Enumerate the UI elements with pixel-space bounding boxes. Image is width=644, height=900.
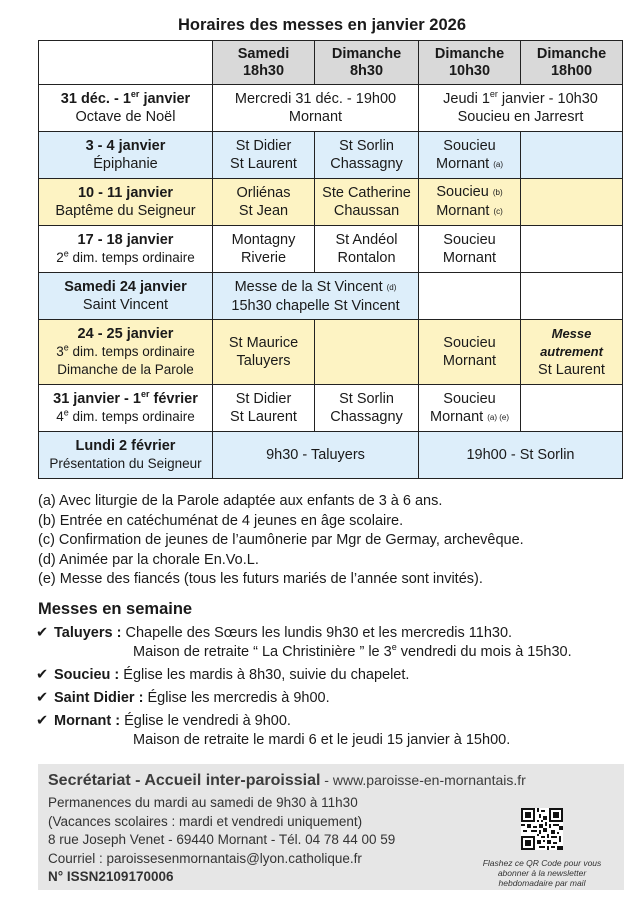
qr-caption: Flashez ce QR Code pour vous abonner à la newsletter hebdomadaire par mail: [482, 858, 602, 888]
row-date-cell: 17 - 18 janvier 2e dim. temps ordinaire: [39, 226, 213, 273]
checkmark-icon: ✔: [36, 713, 49, 729]
mass-cell: Ste Catherine Chaussan: [315, 179, 419, 226]
mass-cell: Soucieu Mornant (a) (e): [419, 385, 521, 432]
row-date-cell: 31 janvier - 1er février 4e dim. temps ordinaire: [39, 385, 213, 432]
list-item: ✔ Mornant : Église le vendredi à 9h00. Maison de retraite le mardi 6 et le jeudi 15 janvier à 15h00.: [36, 713, 511, 748]
row-date-cell: Samedi 24 janvier Saint Vincent: [39, 273, 213, 320]
mass-cell: St Didier St Laurent: [213, 132, 315, 179]
row-date-cell: Lundi 2 février Présentation du Seigneur: [39, 432, 213, 479]
list-item: ✔ Soucieu : Église les mardis à 8h30, suivie du chapelet.: [36, 667, 410, 683]
footnote: (c) Confirmation de jeunes de l’aumônerie par Mgr de Germay, archevêque.: [38, 532, 524, 548]
table-row: [39, 320, 623, 385]
mass-cell: Messe de la St Vincent (d) 15h30 chapelle St Vincent: [213, 273, 419, 320]
weekday-masses-list: [36, 624, 636, 750]
secretariat-title: Secrétariat - Accueil inter-paroissial - www.paroisse-en-mornantais.fr: [48, 772, 526, 789]
table-row: [39, 385, 623, 432]
mass-cell: Mercredi 31 déc. - 19h00 Mornant: [213, 85, 419, 132]
mass-cell: Montagny Riverie: [213, 226, 315, 273]
mass-cell: [419, 273, 521, 320]
mass-cell: [521, 132, 623, 179]
footnote: (e) Messe des fiancés (tous les futurs mariés de l’année sont invités).: [38, 571, 483, 587]
table-header-row: [39, 41, 623, 85]
mass-cell: St Didier St Laurent: [213, 385, 315, 432]
mass-cell: Soucieu Mornant (a): [419, 132, 521, 179]
list-item: ✔ Taluyers : Chapelle des Sœurs les lundis 9h30 et les mercredis 11h30. Maison de retraite “ La Christinière ” le 3e vendredi du mois à 15h30.: [36, 625, 572, 660]
mass-schedule-table: [38, 40, 623, 479]
row-date-cell: 31 déc. - 1er janvier Octave de Noël: [39, 85, 213, 132]
mass-cell: St Sorlin Chassagny: [315, 385, 419, 432]
header-empty-cell: [39, 41, 213, 85]
issn: N° ISSN2109170006: [48, 869, 174, 884]
table-row: [39, 226, 623, 273]
checkmark-icon: ✔: [36, 690, 49, 706]
checkmark-icon: ✔: [36, 625, 49, 641]
mass-cell: 9h30 - Taluyers: [213, 432, 419, 479]
header-dimanche-18h00: Dimanche 18h00: [521, 41, 623, 85]
secretariat-box: [38, 764, 624, 890]
footnotes: [38, 492, 628, 590]
website-link[interactable]: - www.paroisse-en-mornantais.fr: [320, 772, 526, 788]
holiday-hours: (Vacances scolaires : mardi et vendredi uniquement): [48, 813, 363, 829]
header-dimanche-10h30: Dimanche 10h30: [419, 41, 521, 85]
mass-cell: St Sorlin Chassagny: [315, 132, 419, 179]
page-title: Horaires des messes en janvier 2026: [177, 16, 467, 34]
header-dimanche-8h30: Dimanche 8h30: [315, 41, 419, 85]
weekday-masses-heading: Messes en semaine: [38, 600, 193, 618]
mass-cell: Messe autrement St Laurent: [521, 320, 623, 385]
mass-cell: St Maurice Taluyers: [213, 320, 315, 385]
mass-cell: [521, 273, 623, 320]
mass-cell: [521, 226, 623, 273]
mass-cell: Jeudi 1er janvier - 10h30 Soucieu en Jarresrt: [419, 85, 623, 132]
mass-cell: Soucieu Mornant: [419, 320, 521, 385]
mass-cell: [521, 385, 623, 432]
mass-cell: 19h00 - St Sorlin: [419, 432, 623, 479]
mass-cell: Soucieu Mornant: [419, 226, 521, 273]
mass-cell: St Andéol Rontalon: [315, 226, 419, 273]
list-item: ✔ Saint Didier : Église les mercredis à 9h00.: [36, 690, 330, 706]
mass-cell: [315, 320, 419, 385]
row-date-cell: 3 - 4 janvier Épiphanie: [39, 132, 213, 179]
table-row: [39, 432, 623, 479]
table-row: [39, 273, 623, 320]
mass-cell: Soucieu (b) Mornant (c): [419, 179, 521, 226]
opening-hours: Permanences du mardi au samedi de 9h30 à 11h30: [48, 795, 358, 810]
address: 8 rue Joseph Venet - 69440 Mornant - Tél. 04 78 44 00 59: [48, 832, 396, 847]
header-samedi-18h30: Samedi 18h30: [213, 41, 315, 85]
checkmark-icon: ✔: [36, 667, 49, 683]
footnote: (d) Animée par la chorale En.Vo.L.: [38, 551, 259, 568]
table-row: [39, 85, 623, 132]
mass-cell: [521, 179, 623, 226]
footnote: (b) Entrée en catéchuménat de 4 jeunes en âge scolaire.: [38, 512, 404, 529]
footnote: (a) Avec liturgie de la Parole adaptée aux enfants de 3 à 6 ans.: [38, 493, 443, 509]
table-row: [39, 179, 623, 226]
table-row: [39, 132, 623, 179]
email[interactable]: Courriel : paroissesenmornantais@lyon.catholique.fr: [48, 850, 362, 866]
row-date-cell: 10 - 11 janvier Baptême du Seigneur: [39, 179, 213, 226]
row-date-cell: 24 - 25 janvier 3e dim. temps ordinaire Dimanche de la Parole: [39, 320, 213, 385]
qr-code-icon[interactable]: [521, 808, 563, 850]
mass-cell: Orliénas St Jean: [213, 179, 315, 226]
